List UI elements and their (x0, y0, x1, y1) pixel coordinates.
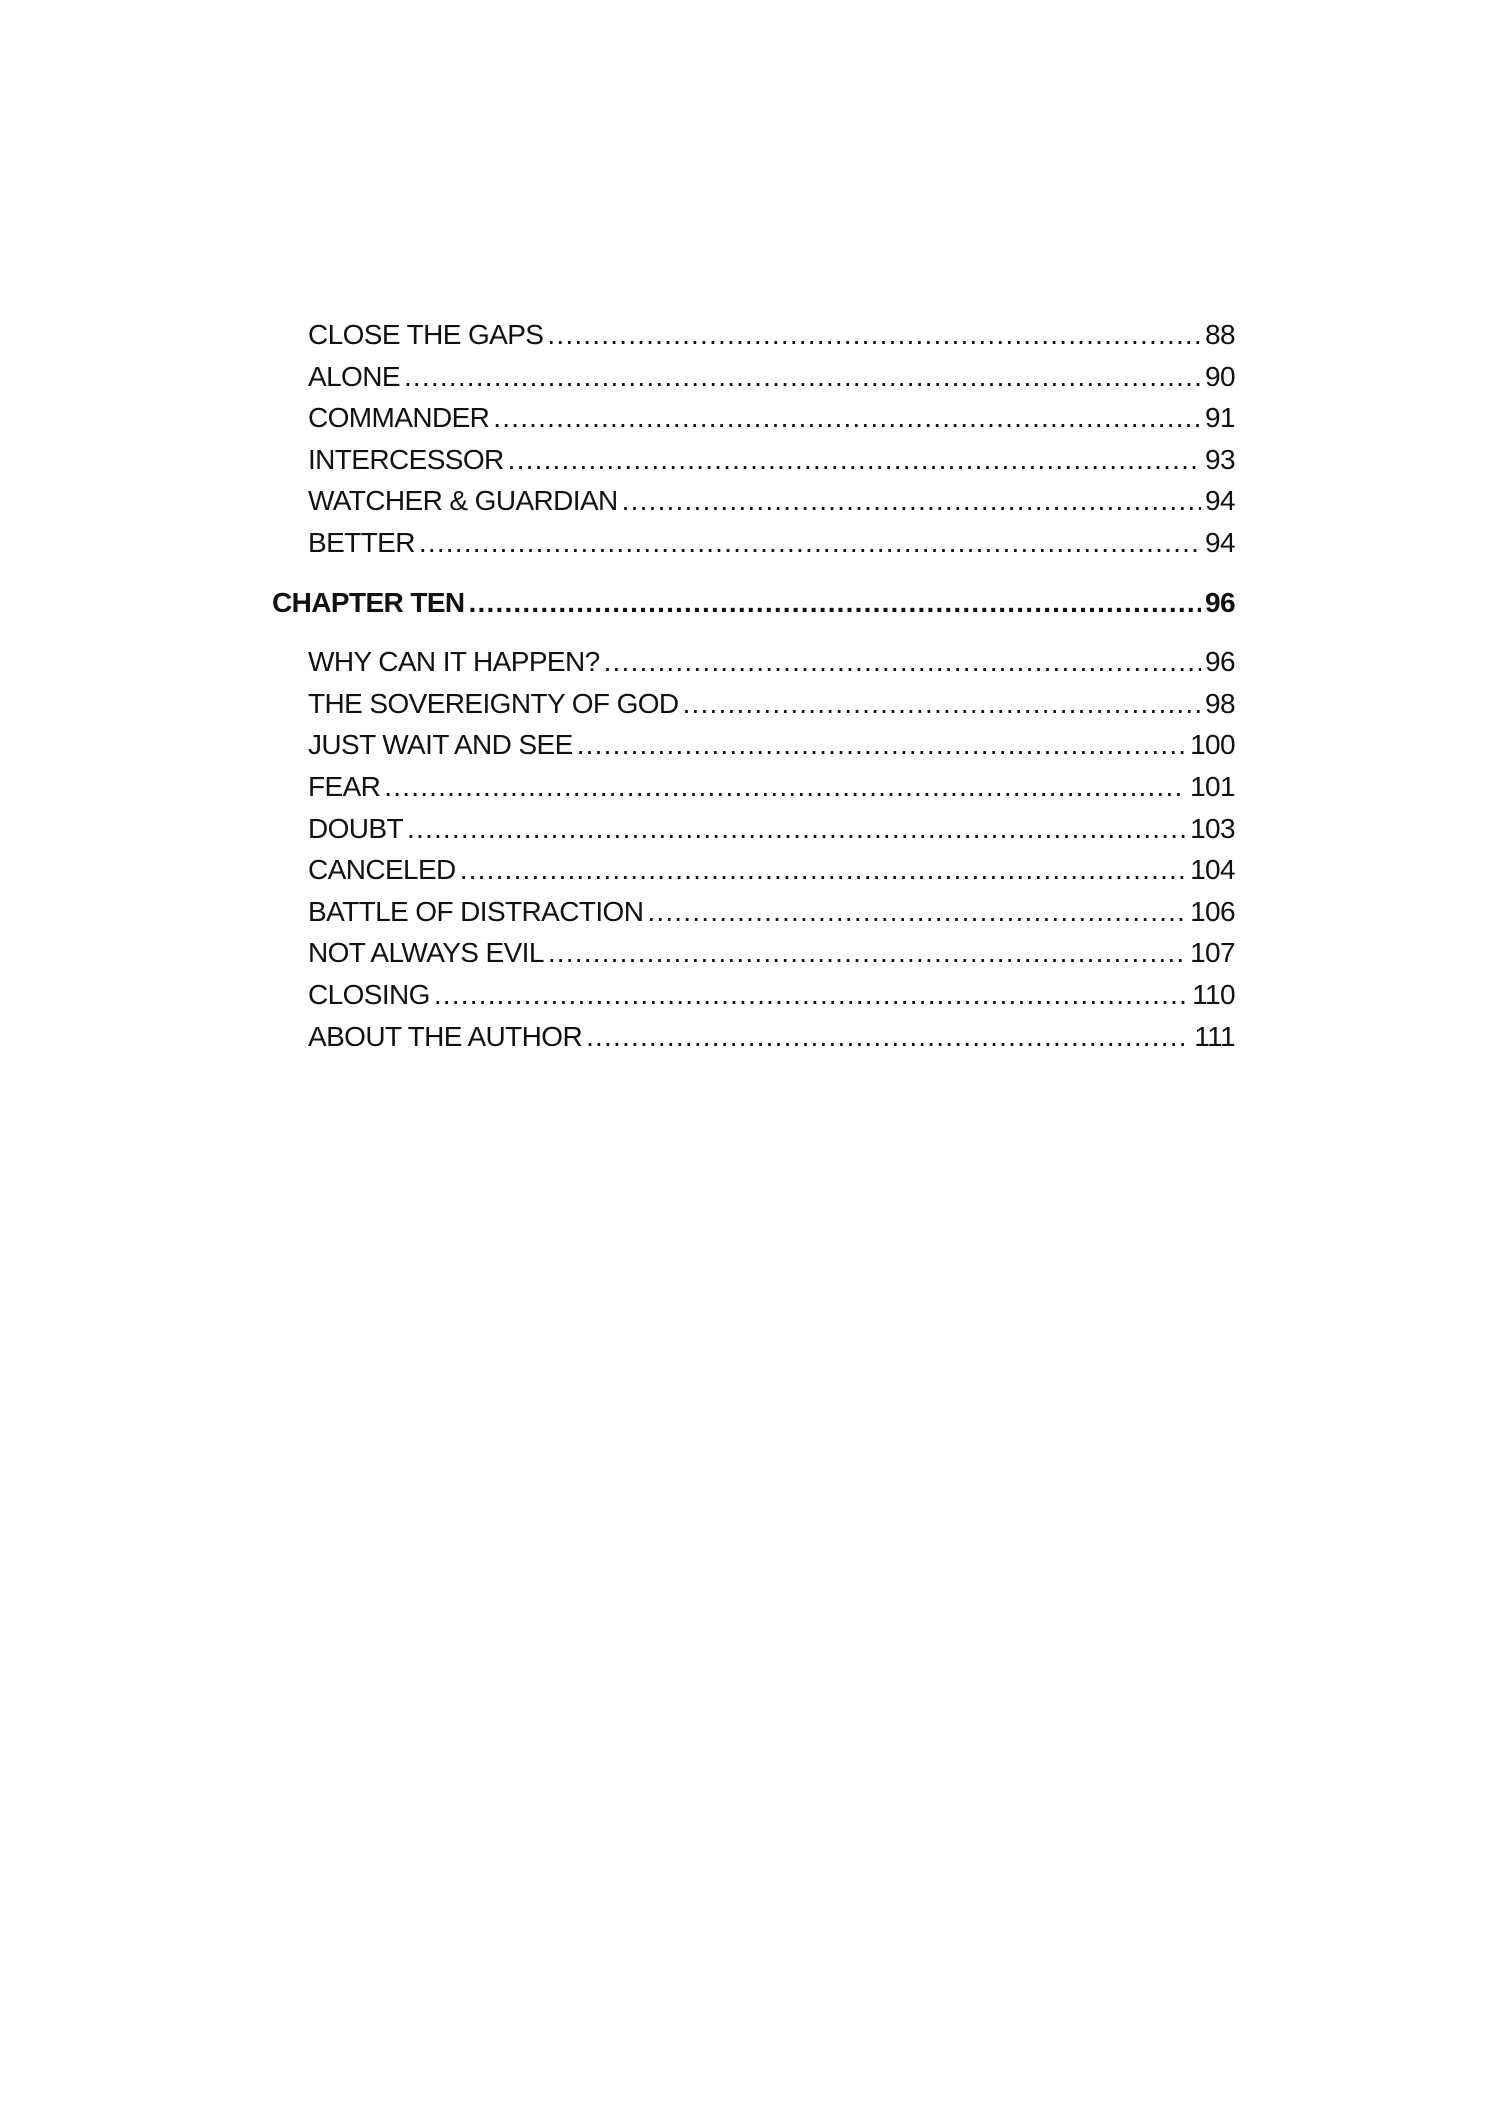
dot-leader (547, 314, 1201, 356)
toc-entry-title: CANCELED (308, 854, 456, 886)
toc-entry[interactable] (272, 439, 1235, 481)
toc-entry-title: CLOSE THE GAPS (308, 319, 544, 350)
toc-entry[interactable] (272, 480, 1235, 522)
toc-entry-page: 110 (1192, 978, 1235, 1010)
toc-entry-page: 101 (1190, 770, 1235, 802)
toc-entry-title: INTERCESSOR (308, 443, 504, 475)
toc-entry-title: FEAR (308, 770, 381, 802)
dot-leader (404, 356, 1201, 398)
toc-entry-page: 111 (1194, 1020, 1235, 1052)
toc-entry[interactable] (272, 974, 1235, 1016)
toc-entry[interactable] (272, 522, 1235, 564)
dot-leader (493, 397, 1201, 439)
toc-entry-title: ABOUT THE AUTHOR (308, 1020, 583, 1052)
toc-chapter-title: CHAPTER TEN (272, 586, 465, 618)
toc-chapter-page: 96 (1205, 586, 1235, 618)
toc-entry-page: 98 (1205, 687, 1235, 719)
dot-leader (622, 480, 1201, 522)
toc-entry[interactable] (272, 683, 1235, 725)
toc-entry[interactable] (272, 724, 1235, 766)
dot-leader (407, 808, 1186, 850)
toc-entry-title: DOUBT (308, 812, 404, 844)
dot-leader (508, 439, 1201, 481)
toc-entry-title: CLOSING (308, 978, 430, 1010)
dot-leader (604, 641, 1201, 683)
toc-entry-page: 100 (1190, 729, 1235, 761)
toc-entry[interactable] (272, 397, 1235, 439)
toc-entry[interactable] (272, 849, 1235, 891)
dot-leader (548, 932, 1186, 974)
toc-entry-title: BATTLE OF DISTRACTION (308, 895, 644, 927)
dot-leader (419, 522, 1201, 564)
dot-leader (647, 891, 1186, 933)
toc-entry-page: 93 (1205, 443, 1235, 475)
toc-entry-title: WATCHER & GUARDIAN (308, 485, 618, 517)
toc-entry[interactable] (272, 314, 1235, 356)
toc-entry[interactable] (272, 808, 1235, 850)
toc-entry-page: 96 (1205, 646, 1235, 678)
toc-entry-page: 106 (1190, 895, 1235, 927)
table-of-contents (272, 314, 1235, 1057)
dot-leader (469, 582, 1202, 624)
toc-entry-title: ALONE (308, 360, 400, 392)
toc-entry-title: JUST WAIT AND SEE (308, 729, 573, 761)
dot-leader (434, 974, 1188, 1016)
toc-entry[interactable] (272, 641, 1235, 683)
toc-entry-title: COMMANDER (308, 402, 490, 434)
dot-leader (460, 849, 1186, 891)
toc-chapter-entry[interactable] (272, 582, 1235, 624)
toc-entry[interactable] (272, 932, 1235, 974)
dot-leader (586, 1016, 1190, 1058)
toc-entry-page: 91 (1205, 402, 1235, 434)
toc-entry-title: BETTER (308, 526, 415, 558)
toc-entry-title: WHY CAN IT HAPPEN? (308, 646, 600, 678)
dot-leader (577, 724, 1186, 766)
toc-entry[interactable] (272, 891, 1235, 933)
toc-entry[interactable] (272, 356, 1235, 398)
toc-entry-page: 107 (1190, 937, 1235, 969)
toc-entry-page: 94 (1205, 526, 1235, 558)
toc-entry[interactable] (272, 766, 1235, 808)
toc-entry-title: NOT ALWAYS EVIL (308, 937, 544, 969)
toc-entry-title: THE SOVEREIGNTY OF GOD (308, 687, 679, 719)
toc-entry-page: 90 (1205, 360, 1235, 392)
toc-entry-page: 88 (1205, 319, 1235, 350)
toc-entry-page: 104 (1190, 854, 1235, 886)
toc-entry-page: 103 (1190, 812, 1235, 844)
dot-leader (384, 766, 1186, 808)
dot-leader (683, 683, 1201, 725)
toc-entry-page: 94 (1205, 485, 1235, 517)
toc-entry[interactable] (272, 1016, 1235, 1058)
